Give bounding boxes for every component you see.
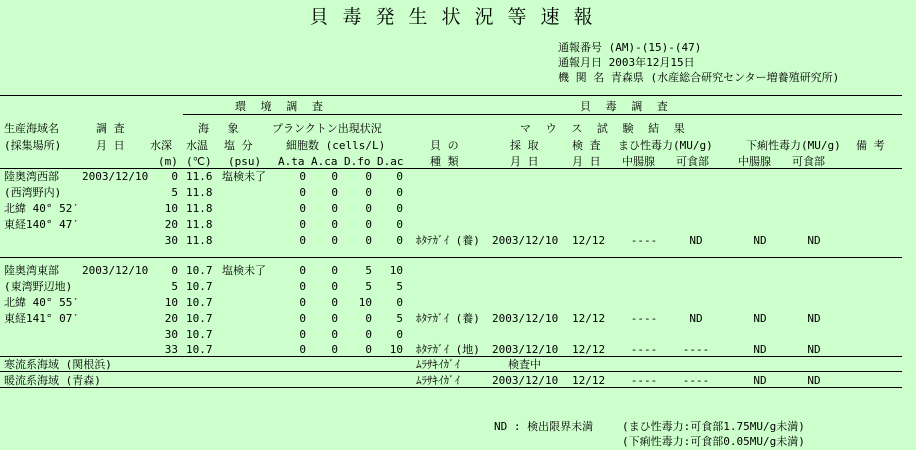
env-survey-header: 環 境 調 査	[235, 100, 327, 113]
area-cell: 陸奥湾東部	[4, 264, 59, 277]
temp-cell: 10.7	[186, 343, 213, 356]
salinity-unit: (psu)	[228, 155, 262, 168]
temp-cell: 11.8	[186, 202, 213, 215]
d-fo-cell: 0	[365, 234, 372, 247]
a-ca-cell: 0	[331, 296, 338, 309]
species-d-fo: D.fo	[344, 155, 371, 168]
a-ca-cell: 0	[331, 328, 338, 341]
report-number: 通報番号 (AM)-(15)-(47)	[558, 41, 702, 54]
dsp-edible-cell: ND	[807, 343, 821, 356]
warm-current-test-date: 12/12	[572, 374, 606, 387]
cells-header: 細胞数 (cells/L)	[286, 139, 386, 152]
species-d-ac: D.ac	[377, 155, 404, 168]
depth-cell: 33	[164, 343, 178, 356]
test-date-header: 月 日	[572, 155, 601, 168]
d-ac-cell: 0	[396, 296, 403, 309]
depth-cell: 20	[164, 312, 178, 325]
test-date-cell: 12/12	[572, 312, 606, 325]
d-ac-cell: 10	[389, 264, 403, 277]
block-separator-rule	[0, 371, 902, 372]
sampling-header: 採 取	[510, 139, 539, 152]
a-ta-cell: 0	[299, 296, 306, 309]
depth-header: 水深	[150, 139, 172, 152]
a-ca-cell: 0	[331, 312, 338, 325]
shell-header: 貝 の	[430, 139, 459, 152]
survey-header: 調 査	[96, 122, 125, 135]
depth-cell: 30	[164, 234, 178, 247]
sampling-date-header: 月 日	[510, 155, 539, 168]
psp-gut-cell: ----	[630, 312, 658, 325]
temp-header: 水温	[186, 139, 208, 152]
psp-edible-cell: ----	[682, 343, 710, 356]
kind-header: 種 類	[430, 155, 459, 168]
dsp-gut-header: 中腸腺	[738, 155, 771, 168]
d-fo-cell: 0	[365, 186, 372, 199]
area-cell: 北緯 40° 55′	[4, 296, 79, 309]
d-fo-cell: 10	[358, 296, 372, 309]
monthday-header: 月 日	[96, 139, 125, 152]
d-fo-cell: 0	[365, 218, 372, 231]
area-cell: (東湾野辺地)	[4, 280, 73, 293]
warm-current-psp-edible: ----	[682, 374, 710, 387]
sea-header: 海 象	[198, 122, 245, 135]
psp-gut-cell: ----	[630, 234, 658, 247]
a-ta-cell: 0	[299, 186, 306, 199]
dsp-gut-cell: ND	[753, 312, 767, 325]
a-ta-cell: 0	[299, 312, 306, 325]
warm-current-psp-gut: ----	[630, 374, 658, 387]
temp-cell: 10.7	[186, 328, 213, 341]
d-fo-cell: 0	[365, 312, 372, 325]
warm-current-area: 暖流系海域 (青森)	[4, 374, 101, 387]
d-fo-cell: 0	[365, 170, 372, 183]
d-fo-cell: 0	[365, 202, 372, 215]
a-ca-cell: 0	[331, 202, 338, 215]
a-ca-cell: 0	[331, 264, 338, 277]
block-separator-rule	[0, 356, 902, 357]
area-cell: (西湾野内)	[4, 186, 62, 199]
d-fo-cell: 0	[365, 328, 372, 341]
d-ac-cell: 0	[396, 186, 403, 199]
a-ca-cell: 0	[331, 186, 338, 199]
d-ac-cell: 0	[396, 202, 403, 215]
warm-current-sampling-date: 2003/12/10	[492, 374, 559, 387]
depth-unit: (m)	[158, 155, 178, 168]
area-cell: 東経141° 07′	[4, 312, 79, 325]
nd-note: ND : 検出限界未満	[494, 420, 594, 433]
dsp-edible-cell: ND	[807, 234, 821, 247]
salinity-header: 塩 分	[224, 139, 253, 152]
psp-limit-note: (まひ性毒力:可食部1.75MU/g未満)	[622, 420, 805, 433]
depth-cell: 0	[171, 264, 178, 277]
a-ta-cell: 0	[299, 328, 306, 341]
dsp-limit-note: (下痢性毒力:可食部0.05MU/g未満)	[622, 435, 805, 448]
cold-current-shell: ﾑﾗｻｷｲｶﾞｲ	[416, 358, 460, 371]
area-cell: 北緯 40° 52′	[4, 202, 79, 215]
salinity-cell: 塩検未了	[222, 170, 266, 183]
dsp-edible-cell: ND	[807, 312, 821, 325]
salinity-cell: 塩検未了	[222, 264, 266, 277]
psp-edible-header: 可食部	[676, 155, 709, 168]
warm-current-shell: ﾑﾗｻｷｲｶﾞｲ	[416, 374, 460, 387]
a-ta-cell: 0	[299, 264, 306, 277]
psp-header: まひ性毒力(MU/g)	[618, 139, 713, 152]
d-fo-cell: 5	[365, 280, 372, 293]
psp-edible-cell: ND	[689, 234, 703, 247]
sampling-date-cell: 2003/12/10	[492, 343, 559, 356]
a-ca-cell: 0	[331, 343, 338, 356]
dsp-gut-cell: ND	[753, 234, 767, 247]
a-ca-cell: 0	[331, 170, 338, 183]
toxin-survey-header: 貝 毒 調 査	[580, 100, 672, 113]
temp-cell: 10.7	[186, 280, 213, 293]
depth-cell: 10	[164, 202, 178, 215]
temp-cell: 11.8	[186, 186, 213, 199]
report-organization: 機 関 名 青森県 (水産総合研究センター増養殖研究所)	[558, 71, 840, 84]
report-date: 通報月日 2003年12月15日	[558, 56, 695, 69]
depth-cell: 20	[164, 218, 178, 231]
a-ta-cell: 0	[299, 218, 306, 231]
d-fo-cell: 5	[365, 264, 372, 277]
d-fo-cell: 0	[365, 343, 372, 356]
sampling-date-cell: 2003/12/10	[492, 312, 559, 325]
depth-cell: 10	[164, 296, 178, 309]
warm-current-dsp-edible: ND	[807, 374, 821, 387]
area-cell: 陸奥湾西部	[4, 170, 59, 183]
survey-date-cell: 2003/12/10	[82, 264, 149, 277]
dsp-gut-cell: ND	[753, 343, 767, 356]
shell-kind-cell: ﾎﾀﾃｶﾞｲ (養)	[416, 234, 480, 247]
block-separator-rule	[0, 257, 902, 258]
mouse-test-header: マ ウ ス 試 験 結 果	[520, 122, 689, 135]
temp-cell: 11.8	[186, 234, 213, 247]
a-ta-cell: 0	[299, 343, 306, 356]
a-ta-cell: 0	[299, 234, 306, 247]
header-bottom-rule	[0, 168, 902, 169]
species-a-ca: A.ca	[311, 155, 338, 168]
psp-gut-header: 中腸腺	[622, 155, 655, 168]
psp-gut-cell: ----	[630, 343, 658, 356]
temp-cell: 11.8	[186, 218, 213, 231]
shell-kind-cell: ﾎﾀﾃｶﾞｲ (地)	[416, 343, 480, 356]
d-ac-cell: 0	[396, 328, 403, 341]
env-header-rule	[183, 114, 413, 115]
a-ca-cell: 0	[331, 218, 338, 231]
d-ac-cell: 5	[396, 280, 403, 293]
psp-edible-cell: ND	[689, 312, 703, 325]
d-ac-cell: 0	[396, 170, 403, 183]
d-ac-cell: 0	[396, 234, 403, 247]
temp-cell: 10.7	[186, 264, 213, 277]
temp-cell: 11.6	[186, 170, 213, 183]
d-ac-cell: 0	[396, 218, 403, 231]
species-a-ta: A.ta	[278, 155, 305, 168]
a-ca-cell: 0	[331, 280, 338, 293]
cold-current-status: 検査中	[508, 358, 541, 371]
place-header: (採集場所)	[4, 139, 62, 152]
survey-date-cell: 2003/12/10	[82, 170, 149, 183]
depth-cell: 0	[171, 170, 178, 183]
test-date-cell: 12/12	[572, 234, 606, 247]
test-header: 検 査	[572, 139, 601, 152]
temp-unit: (℃)	[186, 155, 212, 168]
page-title: 貝毒発生状況等速報	[309, 6, 607, 28]
a-ta-cell: 0	[299, 170, 306, 183]
a-ta-cell: 0	[299, 202, 306, 215]
d-ac-cell: 10	[389, 343, 403, 356]
sampling-date-cell: 2003/12/10	[492, 234, 559, 247]
area-header: 生産海域名	[4, 122, 59, 135]
dsp-edible-header: 可食部	[792, 155, 825, 168]
d-ac-cell: 5	[396, 312, 403, 325]
table-bottom-rule	[0, 387, 902, 388]
warm-current-dsp-gut: ND	[753, 374, 767, 387]
remarks-header: 備 考	[856, 139, 885, 152]
depth-cell: 5	[171, 280, 178, 293]
plankton-header: プランクトン出現状況	[272, 122, 382, 135]
toxin-header-rule	[413, 114, 902, 115]
temp-cell: 10.7	[186, 296, 213, 309]
a-ta-cell: 0	[299, 280, 306, 293]
depth-cell: 30	[164, 328, 178, 341]
table-top-rule	[0, 95, 902, 96]
temp-cell: 10.7	[186, 312, 213, 325]
shell-kind-cell: ﾎﾀﾃｶﾞｲ (養)	[416, 312, 480, 325]
dsp-header: 下痢性毒力(MU/g)	[746, 139, 841, 152]
cold-current-area: 寒流系海域 (関根浜)	[4, 358, 112, 371]
depth-cell: 5	[171, 186, 178, 199]
test-date-cell: 12/12	[572, 343, 606, 356]
area-cell: 東経140° 47′	[4, 218, 79, 231]
a-ca-cell: 0	[331, 234, 338, 247]
